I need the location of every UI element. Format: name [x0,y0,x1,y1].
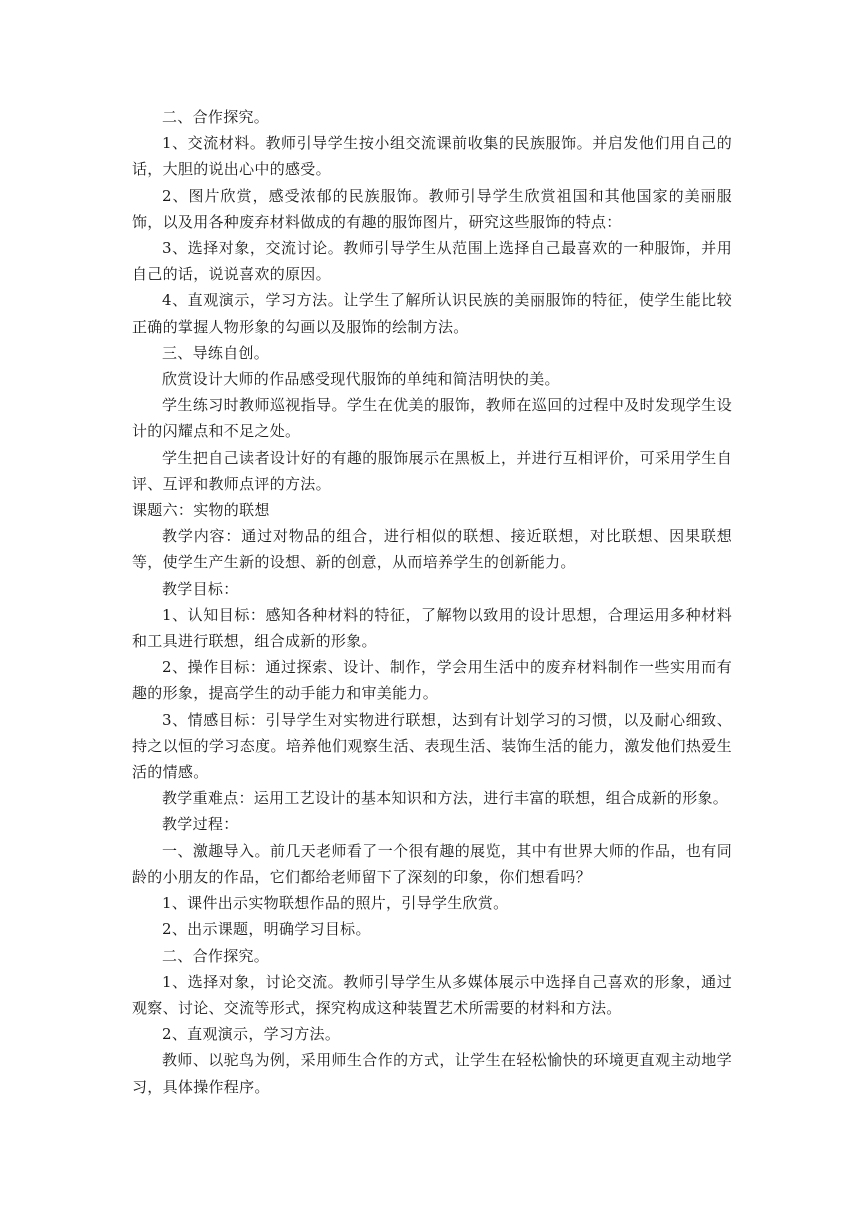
paragraph-operation-goal: 2、操作目标：通过探索、设计、制作，学会用生活中的废弃材料制作一些实用而有趣的形象，提高学生的动手能力和审美能力。 [132,658,732,703]
paragraph-show-topic: 2、出示课题，明确学习目标。 [162,920,371,939]
section-heading-cooperative-inquiry-2: 二、合作探究。 [162,946,270,965]
paragraph-display-evaluation: 学生把自己读者设计好的有趣的服饰展示在黑板上，并进行互相评价，可采用学生自评、互评和教师点评的方法。 [132,448,732,493]
section-heading-cooperative-inquiry: 二、合作探究。 [162,108,270,126]
paragraph-discussion: 1、选择对象，讨论交流。教师引导学生从多媒体展示中选择自己喜欢的形象，通过观察、讨论、交流等形式，探究构成这种装置艺术所需要的材料和方法。 [132,972,732,1017]
lesson-title: 课题六：实物的联想 [132,501,270,520]
paragraph-picture-appreciation: 2、图片欣赏，感受浓郁的民族服饰。教师引导学生欣赏祖国和其他国家的美丽服饰，以及用各种废弃材料做成的有趣的服饰图片，研究这些服饰的特点： [132,186,732,231]
paragraph-key-points: 教学重难点：运用工艺设计的基本知识和方法，进行丰富的联想，组合成新的形象。 [162,789,729,808]
paragraph-exchange-materials: 1、交流材料。教师引导学生按小组交流课前收集的民族服饰。并启发他们用自己的话，大胆的说出心中的感受。 [132,134,732,179]
paragraph-teacher-guidance: 学生练习时教师巡视指导。学生在优美的服饰，教师在巡回的过程中及时发现学生设计的闪耀点和不足之处。 [132,396,732,441]
paragraph-introduction: 一、激趣导入。前几天老师看了一个很有趣的展览，其中有世界大师的作品，也有同龄的小朋友的作品，它们都给老师留下了深刻的印象，你们想看吗？ [132,841,732,886]
document-body [132,104,732,1100]
section-heading-guided-creation: 三、导练自创。 [162,343,270,362]
paragraph-teaching-content: 教学内容：通过对物品的组合，进行相似的联想、接近联想，对比联想、因果联想等，使学生产生新的设想、新的创意，从而培养学生的创新能力。 [132,527,732,572]
paragraph-cognitive-goal: 1、认知目标：感知各种材料的特征，了解物以致用的设计思想，合理运用多种材料和工具进行联想，组合成新的形象。 [132,605,732,651]
paragraph-emotional-goal: 3、情感目标：引导学生对实物进行联想，达到有计划学习的习惯，以及耐心细致、持之以恒的学习态度。培养他们观察生活、表现生活、装饰生活的能力，激发他们热爱生活的情感。 [132,710,732,782]
paragraph-show-photos: 1、课件出示实物联想作品的照片，引导学生欣赏。 [162,894,509,913]
heading-teaching-process: 教学过程： [162,815,239,834]
paragraph-appreciate-masters: 欣赏设计大师的作品感受现代服饰的单纯和简洁明快的美。 [162,370,560,389]
paragraph-demonstration-2: 2、直观演示，学习方法。 [162,1025,341,1044]
paragraph-demonstration: 4、直观演示，学习方法。让学生了解所认识民族的美丽服饰的特征，使学生能比较正确的掌握人物形象的勾画以及服饰的绘制方法。 [132,291,732,336]
paragraph-ostrich-example: 教师、以驼鸟为例，采用师生合作的方式，让学生在轻松愉快的环境更直观主动地学习，具体操作程序。 [132,1051,732,1096]
paragraph-choose-object: 3、选择对象，交流讨论。教师引导学生从范围上选择自己最喜欢的一种服饰，并用自己的话，说说喜欢的原因。 [132,239,732,284]
heading-teaching-goals: 教学目标： [162,579,239,598]
